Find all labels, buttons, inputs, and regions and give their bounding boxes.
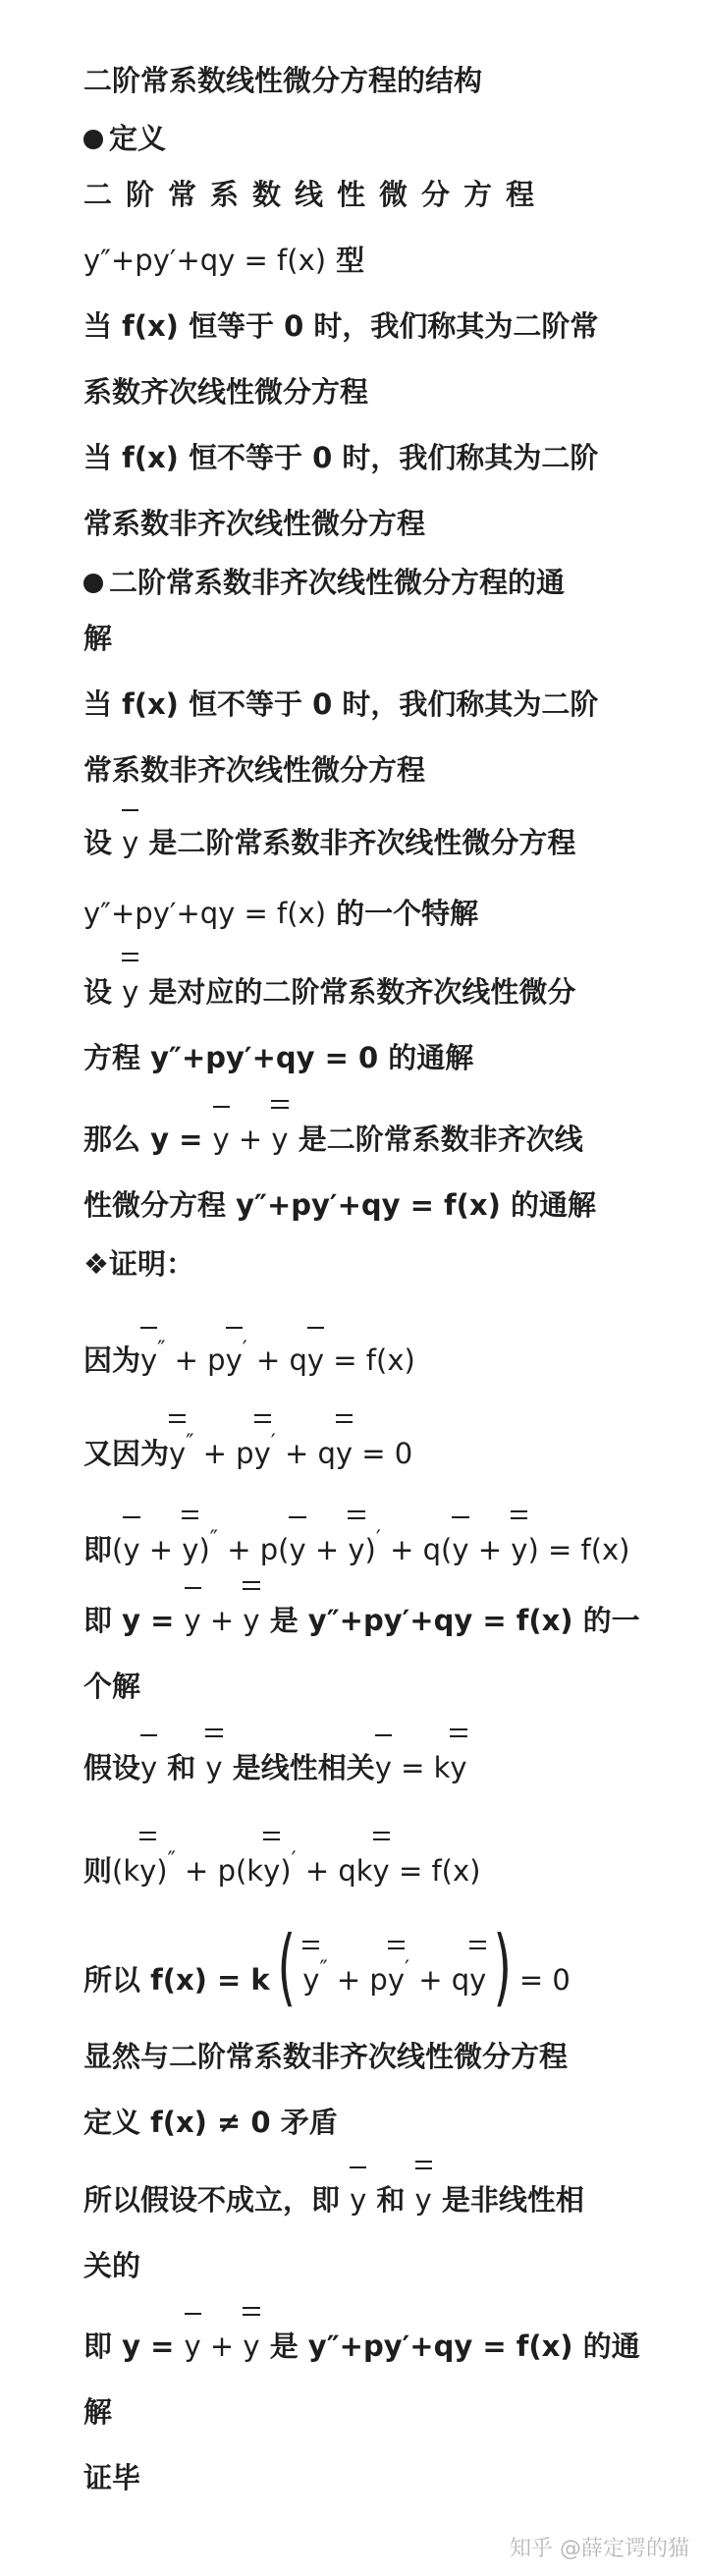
definition-form: y″+py′+qy = f(x) 型: [83, 244, 365, 277]
proof-heading: ❖证明：: [83, 1247, 195, 1281]
nonhomogeneous-line-2: 常系数非齐次线性微分方程: [83, 507, 426, 540]
left-paren: (: [277, 1918, 296, 2016]
independent-line-2: 关的: [83, 2249, 141, 2282]
diamond-icon: ❖: [83, 1247, 109, 1281]
set-homogeneous-eq: 方程 y″+py′+qy = 0 的通解: [83, 1041, 474, 1074]
contradiction-line-1: 显然与二阶常系数非齐次线性微分方程: [83, 2040, 569, 2073]
also-because-line: 又因为y″ + py′ + qy = 0: [83, 1424, 412, 1473]
bullet-icon: [83, 130, 103, 149]
then-line: 那么 y = y + y 是二阶常系数非齐次线: [83, 1120, 583, 1159]
general-heading-2: 解: [83, 622, 113, 655]
nonhomogeneous-line-1: 当 f(x) 恒不等于 0 时，我们称其为二阶: [83, 441, 599, 474]
then-line-2: 性微分方程 y″+py′+qy = f(x) 的通解: [83, 1188, 596, 1222]
is-solution-line-2: 个解: [83, 1670, 141, 1703]
therefore-line: 所以 f(x) = k( y″ + py′ + qy) = 0: [83, 1918, 571, 2016]
set-particular-eq: y″+py′+qy = f(x) 的一个特解: [83, 897, 479, 930]
general-condition-1: 当 f(x) 恒不等于 0 时，我们称其为二阶: [83, 687, 599, 721]
definition-heading: 定义: [83, 119, 166, 158]
because-line: 因为y″ + py′ + qy = f(x): [83, 1331, 415, 1380]
bullet-icon: [83, 574, 103, 593]
general-heading-1: 二阶常系数非齐次线性微分方程的通: [83, 563, 565, 602]
set-particular-line: 设 y 是二阶常系数非齐次线性微分方程: [83, 823, 575, 862]
final-line-2: 解: [83, 2395, 113, 2429]
substitute-line: 即(y + y)″ + p(y + y)′ + q(y + y) = f(x): [83, 1520, 630, 1569]
homogeneous-line-2: 系数齐次线性微分方程: [83, 375, 369, 409]
homogeneous-line-1: 当 f(x) 恒等于 0 时，我们称其为二阶常: [83, 309, 599, 343]
independent-line: 所以假设不成立，即 y 和 y 是非线性相: [83, 2180, 584, 2220]
definition-lead: 二阶常系数线性微分方程: [83, 178, 549, 211]
assume-line: 假设y 和 y 是线性相关y = ky: [83, 1748, 467, 1787]
contradiction-line-2: 定义 f(x) ≠ 0 矛盾: [83, 2106, 338, 2139]
proof-end: 证毕: [83, 2461, 141, 2494]
then-k-line: 则(ky)″ + p(ky)′ + qky = f(x): [83, 1841, 480, 1891]
final-line: 即 y = y + y 是 y″+py′+qy = f(x) 的通: [83, 2327, 640, 2366]
right-paren: ): [493, 1918, 513, 2016]
watermark: 知乎 @薛定谔的猫: [510, 2537, 689, 2561]
general-condition-2: 常系数非齐次线性微分方程: [83, 753, 426, 787]
page-title: 二阶常系数线性微分方程的结构: [83, 64, 483, 97]
is-solution-line: 即 y = y + y 是 y″+py′+qy = f(x) 的一: [83, 1601, 640, 1640]
set-homogeneous-line: 设 y 是对应的二阶常系数齐次线性微分: [83, 972, 575, 1012]
